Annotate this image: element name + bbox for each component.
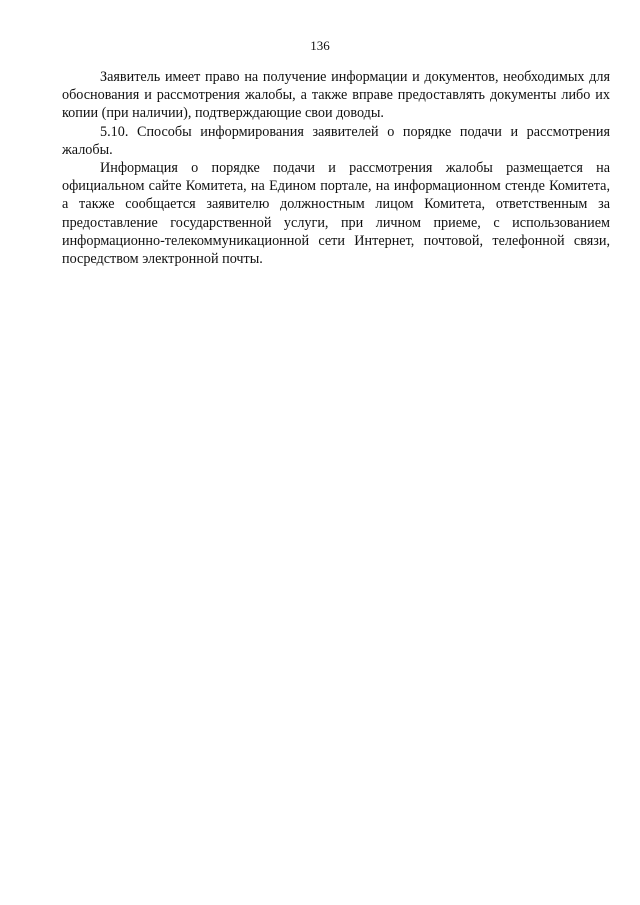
paragraph-section-5-10-heading: 5.10. Способы информирования заявителей о порядке подачи и рассмотрения жалобы. — [62, 123, 610, 158]
paragraph-complaint-information: Информация о порядке подачи и рассмотрения жалобы размещается на официальном сайте Комитета, на Едином портале, на информационном стенде Комитета, а также сообщается заявителю должностным лицом Комитета, ответственным за предоставление государственной услуги, при личном приеме, с использованием информационно-телекоммуникационной сети Интернет, почтовой, телефонной связи, посредством электронной почты. — [62, 160, 610, 268]
document-body — [62, 68, 610, 268]
paragraph-applicant-rights: Заявитель имеет право на получение информации и документов, необходимых для обоснования и рассмотрения жалобы, а также вправе предоставлять документы либо их копии (при наличии), подтверждающие свои доводы. — [62, 69, 610, 122]
page-number: 136 — [310, 38, 330, 53]
